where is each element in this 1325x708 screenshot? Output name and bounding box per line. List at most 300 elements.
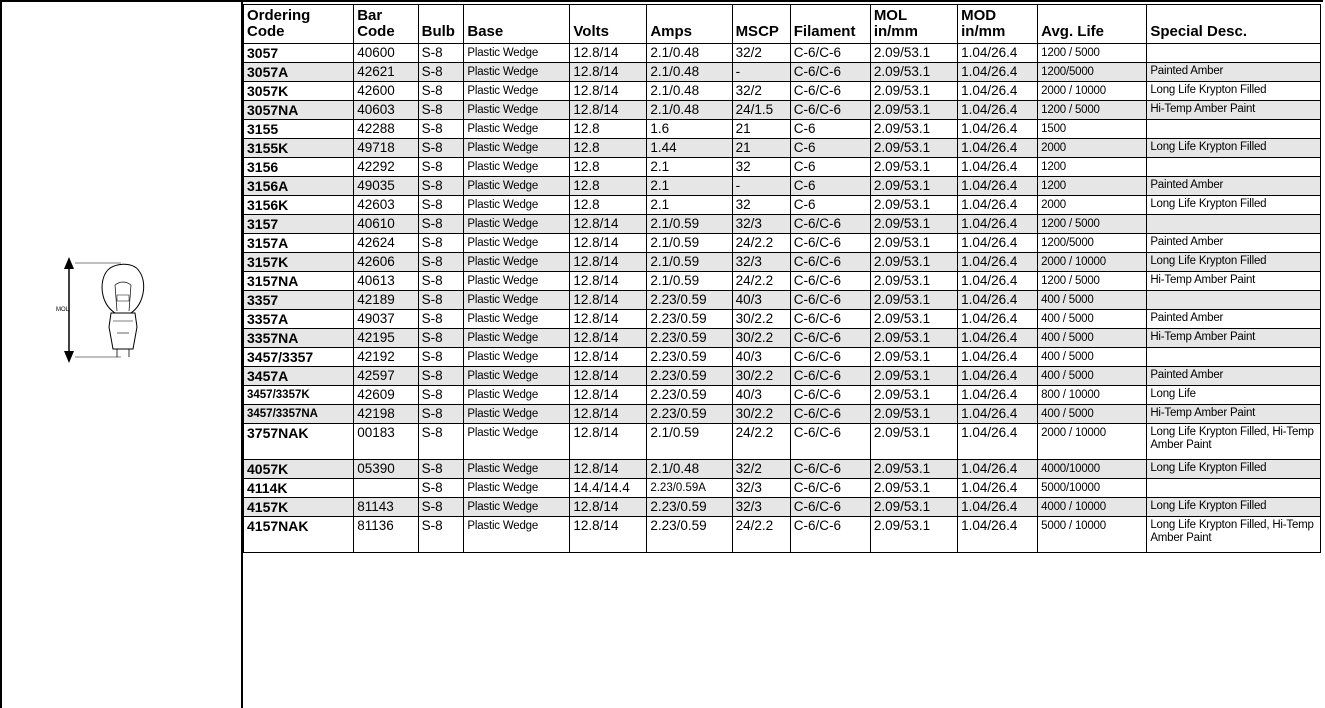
cell-bar-code: 05390 xyxy=(354,460,418,479)
table-row xyxy=(244,196,1321,215)
bulb-spec-table-container xyxy=(243,4,1323,553)
cell-bulb: S-8 xyxy=(418,272,464,291)
cell-special-desc: Painted Amber xyxy=(1147,63,1321,82)
cell-special-desc: Hi-Temp Amber Paint xyxy=(1147,329,1321,348)
cell-special-desc: Painted Amber xyxy=(1147,234,1321,253)
cell-base: Plastic Wedge xyxy=(464,215,570,234)
cell-mol: 2.09/53.1 xyxy=(870,479,957,498)
header-base xyxy=(464,5,570,44)
cell-special-desc: Hi-Temp Amber Paint xyxy=(1147,101,1321,120)
cell-bulb: S-8 xyxy=(418,405,464,424)
header-bulb-line2: Bulb xyxy=(421,23,455,40)
cell-ordering-code: 3157A xyxy=(244,234,354,253)
cell-base: Plastic Wedge xyxy=(464,329,570,348)
cell-avg-life: 1200 xyxy=(1038,177,1147,196)
cell-base: Plastic Wedge xyxy=(464,348,570,367)
table-row xyxy=(244,348,1321,367)
cell-ordering-code: 3357 xyxy=(244,291,354,310)
cell-special-desc xyxy=(1147,158,1321,177)
cell-amps: 2.1 xyxy=(647,196,732,215)
cell-volts: 12.8 xyxy=(570,158,647,177)
cell-bar-code: 49718 xyxy=(354,139,418,158)
cell-mod: 1.04/26.4 xyxy=(958,405,1038,424)
header-volts xyxy=(570,5,647,44)
cell-mscp: 24/2.2 xyxy=(732,424,790,460)
table-row xyxy=(244,386,1321,405)
cell-volts: 12.8/14 xyxy=(570,253,647,272)
cell-ordering-code: 3157 xyxy=(244,215,354,234)
cell-amps: 2.1 xyxy=(647,177,732,196)
cell-ordering-code: 3157K xyxy=(244,253,354,272)
cell-mscp: 30/2.2 xyxy=(732,367,790,386)
header-base-line1 xyxy=(467,8,566,24)
cell-mol: 2.09/53.1 xyxy=(870,44,957,63)
cell-bulb: S-8 xyxy=(418,329,464,348)
cell-mscp: 32/3 xyxy=(732,215,790,234)
cell-mscp: 32/3 xyxy=(732,498,790,517)
cell-ordering-code: 4157K xyxy=(244,498,354,517)
cell-mscp: 24/2.2 xyxy=(732,234,790,253)
cell-bulb: S-8 xyxy=(418,234,464,253)
header-special-desc xyxy=(1147,5,1321,44)
cell-mscp: 32/2 xyxy=(732,82,790,101)
cell-avg-life: 1500 xyxy=(1038,120,1147,139)
cell-special-desc: Painted Amber xyxy=(1147,310,1321,329)
cell-base: Plastic Wedge xyxy=(464,310,570,329)
cell-mod: 1.04/26.4 xyxy=(958,82,1038,101)
cell-volts: 12.8/14 xyxy=(570,63,647,82)
cell-mol: 2.09/53.1 xyxy=(870,234,957,253)
cell-filament: C-6 xyxy=(790,139,870,158)
cell-mscp: 30/2.2 xyxy=(732,405,790,424)
table-row xyxy=(244,424,1321,460)
cell-avg-life: 400 / 5000 xyxy=(1038,329,1147,348)
header-volts-line1 xyxy=(573,8,643,24)
cell-mod: 1.04/26.4 xyxy=(958,253,1038,272)
cell-base: Plastic Wedge xyxy=(464,63,570,82)
cell-amps: 2.23/0.59 xyxy=(647,405,732,424)
cell-mscp: - xyxy=(732,63,790,82)
cell-volts: 12.8 xyxy=(570,120,647,139)
cell-ordering-code: 3157NA xyxy=(244,272,354,291)
cell-filament: C-6/C-6 xyxy=(790,272,870,291)
header-filament-line2: Filament xyxy=(793,23,856,40)
cell-amps: 1.44 xyxy=(647,139,732,158)
cell-avg-life: 400 / 5000 xyxy=(1038,291,1147,310)
cell-mol: 2.09/53.1 xyxy=(870,101,957,120)
cell-volts: 12.8/14 xyxy=(570,367,647,386)
cell-special-desc: Long Life Krypton Filled, Hi-Temp Amber Paint xyxy=(1147,517,1321,553)
cell-ordering-code: 3156K xyxy=(244,196,354,215)
cell-mscp: 40/3 xyxy=(732,291,790,310)
header-bar-code-line2: Code xyxy=(357,23,395,40)
table-row xyxy=(244,44,1321,63)
cell-bulb: S-8 xyxy=(418,367,464,386)
cell-mod: 1.04/26.4 xyxy=(958,177,1038,196)
table-row xyxy=(244,498,1321,517)
cell-bulb: S-8 xyxy=(418,498,464,517)
cell-volts: 12.8/14 xyxy=(570,272,647,291)
cell-volts: 12.8/14 xyxy=(570,386,647,405)
cell-base: Plastic Wedge xyxy=(464,101,570,120)
cell-mscp: 32 xyxy=(732,196,790,215)
cell-filament: C-6/C-6 xyxy=(790,386,870,405)
cell-mol: 2.09/53.1 xyxy=(870,82,957,101)
cell-amps: 2.1/0.59 xyxy=(647,234,732,253)
cell-ordering-code: 3457/3357K xyxy=(244,386,354,405)
cell-base: Plastic Wedge xyxy=(464,367,570,386)
cell-bulb: S-8 xyxy=(418,291,464,310)
cell-volts: 12.8/14 xyxy=(570,234,647,253)
cell-mol: 2.09/53.1 xyxy=(870,310,957,329)
cell-mol: 2.09/53.1 xyxy=(870,405,957,424)
cell-base: Plastic Wedge xyxy=(464,139,570,158)
cell-mscp: 24/2.2 xyxy=(732,517,790,553)
cell-filament: C-6/C-6 xyxy=(790,424,870,460)
cell-bar-code: 42198 xyxy=(354,405,418,424)
cell-mod: 1.04/26.4 xyxy=(958,348,1038,367)
cell-amps: 2.1/0.48 xyxy=(647,460,732,479)
cell-volts: 12.8 xyxy=(570,139,647,158)
cell-filament: C-6/C-6 xyxy=(790,460,870,479)
cell-ordering-code: 3357NA xyxy=(244,329,354,348)
cell-mol: 2.09/53.1 xyxy=(870,272,957,291)
cell-avg-life: 2000 / 10000 xyxy=(1038,82,1147,101)
header-avg-life-line2: Avg. Life xyxy=(1041,23,1104,40)
table-row xyxy=(244,460,1321,479)
cell-special-desc xyxy=(1147,291,1321,310)
cell-mol: 2.09/53.1 xyxy=(870,196,957,215)
cell-amps: 2.1/0.59 xyxy=(647,424,732,460)
cell-avg-life: 2000 xyxy=(1038,139,1147,158)
cell-mol: 2.09/53.1 xyxy=(870,460,957,479)
cell-bar-code: 42621 xyxy=(354,63,418,82)
cell-special-desc xyxy=(1147,120,1321,139)
cell-avg-life: 1200 xyxy=(1038,158,1147,177)
cell-amps: 2.1/0.59 xyxy=(647,215,732,234)
cell-ordering-code: 3057A xyxy=(244,63,354,82)
cell-base: Plastic Wedge xyxy=(464,120,570,139)
cell-volts: 12.8/14 xyxy=(570,348,647,367)
cell-mscp: 24/2.2 xyxy=(732,272,790,291)
cell-mscp: 32/3 xyxy=(732,479,790,498)
cell-bar-code: 81136 xyxy=(354,517,418,553)
cell-avg-life: 1200 / 5000 xyxy=(1038,44,1147,63)
cell-bar-code: 40613 xyxy=(354,272,418,291)
cell-filament: C-6/C-6 xyxy=(790,329,870,348)
header-volts-line2: Volts xyxy=(573,23,609,40)
cell-special-desc: Painted Amber xyxy=(1147,177,1321,196)
header-mol xyxy=(870,5,957,44)
cell-base: Plastic Wedge xyxy=(464,44,570,63)
cell-volts: 12.8 xyxy=(570,196,647,215)
cell-volts: 12.8/14 xyxy=(570,424,647,460)
table-row xyxy=(244,82,1321,101)
table-row xyxy=(244,120,1321,139)
cell-amps: 2.1/0.48 xyxy=(647,44,732,63)
table-row xyxy=(244,234,1321,253)
cell-ordering-code: 4157NAK xyxy=(244,517,354,553)
cell-mol: 2.09/53.1 xyxy=(870,367,957,386)
cell-filament: C-6/C-6 xyxy=(790,44,870,63)
cell-special-desc: Long Life Krypton Filled xyxy=(1147,253,1321,272)
cell-amps: 2.23/0.59 xyxy=(647,310,732,329)
cell-filament: C-6/C-6 xyxy=(790,348,870,367)
header-amps xyxy=(647,5,732,44)
table-row xyxy=(244,367,1321,386)
cell-volts: 14.4/14.4 xyxy=(570,479,647,498)
table-row xyxy=(244,158,1321,177)
cell-bar-code: 42189 xyxy=(354,291,418,310)
cell-bar-code: 49035 xyxy=(354,177,418,196)
cell-special-desc: Long Life Krypton Filled, Hi-Temp Amber Paint xyxy=(1147,424,1321,460)
cell-amps: 2.1/0.48 xyxy=(647,63,732,82)
cell-bulb: S-8 xyxy=(418,158,464,177)
cell-amps: 2.23/0.59 xyxy=(647,291,732,310)
cell-special-desc xyxy=(1147,348,1321,367)
cell-mscp: 32/2 xyxy=(732,460,790,479)
cell-bar-code: 49037 xyxy=(354,310,418,329)
cell-base: Plastic Wedge xyxy=(464,82,570,101)
cell-mscp: 40/3 xyxy=(732,348,790,367)
cell-volts: 12.8/14 xyxy=(570,329,647,348)
cell-bar-code: 42288 xyxy=(354,120,418,139)
cell-special-desc xyxy=(1147,44,1321,63)
cell-mol: 2.09/53.1 xyxy=(870,424,957,460)
header-bar-code xyxy=(354,5,418,44)
header-bulb-line1 xyxy=(422,8,461,24)
cell-bar-code: 42597 xyxy=(354,367,418,386)
cell-base: Plastic Wedge xyxy=(464,234,570,253)
cell-mod: 1.04/26.4 xyxy=(958,139,1038,158)
cell-special-desc xyxy=(1147,479,1321,498)
cell-mol: 2.09/53.1 xyxy=(870,329,957,348)
cell-volts: 12.8/14 xyxy=(570,498,647,517)
cell-mod: 1.04/26.4 xyxy=(958,460,1038,479)
cell-bulb: S-8 xyxy=(418,120,464,139)
cell-amps: 2.1/0.59 xyxy=(647,253,732,272)
cell-bulb: S-8 xyxy=(418,386,464,405)
cell-ordering-code: 3457A xyxy=(244,367,354,386)
cell-ordering-code: 3457/3357 xyxy=(244,348,354,367)
cell-mscp: - xyxy=(732,177,790,196)
cell-mod: 1.04/26.4 xyxy=(958,291,1038,310)
cell-bulb: S-8 xyxy=(418,139,464,158)
cell-avg-life: 400 / 5000 xyxy=(1038,405,1147,424)
cell-bulb: S-8 xyxy=(418,310,464,329)
cell-mod: 1.04/26.4 xyxy=(958,215,1038,234)
cell-bar-code: 42600 xyxy=(354,82,418,101)
header-mscp-line2: MSCP xyxy=(735,23,779,40)
header-ordering-code-line2: Code xyxy=(247,23,285,40)
cell-ordering-code: 3757NAK xyxy=(244,424,354,460)
cell-mscp: 21 xyxy=(732,139,790,158)
cell-mol: 2.09/53.1 xyxy=(870,386,957,405)
cell-volts: 12.8/14 xyxy=(570,517,647,553)
cell-avg-life: 5000/10000 xyxy=(1038,479,1147,498)
cell-special-desc: Hi-Temp Amber Paint xyxy=(1147,272,1321,291)
cell-bulb: S-8 xyxy=(418,101,464,120)
cell-bar-code xyxy=(354,479,418,498)
cell-mol: 2.09/53.1 xyxy=(870,498,957,517)
cell-avg-life: 1200 / 5000 xyxy=(1038,272,1147,291)
cell-mol: 2.09/53.1 xyxy=(870,158,957,177)
cell-mod: 1.04/26.4 xyxy=(958,479,1038,498)
cell-bulb: S-8 xyxy=(418,63,464,82)
cell-bar-code: 42606 xyxy=(354,253,418,272)
cell-mod: 1.04/26.4 xyxy=(958,101,1038,120)
cell-base: Plastic Wedge xyxy=(464,460,570,479)
cell-amps: 2.23/0.59 xyxy=(647,517,732,553)
cell-bar-code: 42624 xyxy=(354,234,418,253)
cell-base: Plastic Wedge xyxy=(464,405,570,424)
header-special-desc-line2: Special Desc. xyxy=(1150,23,1248,40)
cell-amps: 2.23/0.59A xyxy=(647,479,732,498)
cell-amps: 2.1 xyxy=(647,158,732,177)
cell-bulb: S-8 xyxy=(418,460,464,479)
cell-special-desc: Long Life Krypton Filled xyxy=(1147,139,1321,158)
cell-special-desc: Long Life Krypton Filled xyxy=(1147,498,1321,517)
cell-filament: C-6 xyxy=(790,158,870,177)
cell-volts: 12.8 xyxy=(570,177,647,196)
table-row xyxy=(244,329,1321,348)
cell-mod: 1.04/26.4 xyxy=(958,63,1038,82)
cell-special-desc: Long Life Krypton Filled xyxy=(1147,196,1321,215)
cell-amps: 2.1/0.48 xyxy=(647,101,732,120)
table-row xyxy=(244,253,1321,272)
cell-mod: 1.04/26.4 xyxy=(958,272,1038,291)
cell-ordering-code: 3156 xyxy=(244,158,354,177)
header-base-line2: Base xyxy=(467,23,504,40)
cell-filament: C-6/C-6 xyxy=(790,82,870,101)
cell-mod: 1.04/26.4 xyxy=(958,424,1038,460)
table-row xyxy=(244,291,1321,310)
cell-filament: C-6/C-6 xyxy=(790,405,870,424)
cell-avg-life: 2000 / 10000 xyxy=(1038,253,1147,272)
cell-mol: 2.09/53.1 xyxy=(870,63,957,82)
cell-volts: 12.8/14 xyxy=(570,291,647,310)
cell-filament: C-6/C-6 xyxy=(790,63,870,82)
cell-ordering-code: 3057NA xyxy=(244,101,354,120)
cell-mscp: 30/2.2 xyxy=(732,329,790,348)
header-mol-line2: in/mm xyxy=(873,23,918,40)
cell-filament: C-6 xyxy=(790,196,870,215)
cell-filament: C-6/C-6 xyxy=(790,101,870,120)
cell-mol: 2.09/53.1 xyxy=(870,291,957,310)
cell-base: Plastic Wedge xyxy=(464,291,570,310)
header-filament xyxy=(790,5,870,44)
cell-amps: 2.23/0.59 xyxy=(647,348,732,367)
cell-mscp: 32 xyxy=(732,158,790,177)
cell-bar-code: 40610 xyxy=(354,215,418,234)
cell-mod: 1.04/26.4 xyxy=(958,158,1038,177)
cell-base: Plastic Wedge xyxy=(464,386,570,405)
cell-ordering-code: 4114K xyxy=(244,479,354,498)
cell-special-desc: Painted Amber xyxy=(1147,367,1321,386)
cell-bar-code: 00183 xyxy=(354,424,418,460)
cell-mscp: 32/3 xyxy=(732,253,790,272)
cell-filament: C-6/C-6 xyxy=(790,215,870,234)
cell-base: Plastic Wedge xyxy=(464,253,570,272)
cell-avg-life: 2000 / 10000 xyxy=(1038,424,1147,460)
cell-mod: 1.04/26.4 xyxy=(958,44,1038,63)
cell-special-desc xyxy=(1147,215,1321,234)
cell-mol: 2.09/53.1 xyxy=(870,177,957,196)
header-amps-line1 xyxy=(650,8,728,24)
cell-bar-code: 42195 xyxy=(354,329,418,348)
cell-bar-code: 42609 xyxy=(354,386,418,405)
cell-special-desc: Long Life Krypton Filled xyxy=(1147,460,1321,479)
cell-filament: C-6/C-6 xyxy=(790,498,870,517)
cell-mod: 1.04/26.4 xyxy=(958,517,1038,553)
table-row xyxy=(244,310,1321,329)
cell-avg-life: 2000 xyxy=(1038,196,1147,215)
cell-avg-life: 400 / 5000 xyxy=(1038,348,1147,367)
cell-bulb: S-8 xyxy=(418,44,464,63)
cell-ordering-code: 3156A xyxy=(244,177,354,196)
cell-bar-code: 42192 xyxy=(354,348,418,367)
header-mscp xyxy=(732,5,790,44)
cell-bulb: S-8 xyxy=(418,196,464,215)
cell-ordering-code: 3357A xyxy=(244,310,354,329)
cell-base: Plastic Wedge xyxy=(464,479,570,498)
header-mscp-line1 xyxy=(736,8,787,24)
table-row xyxy=(244,101,1321,120)
cell-base: Plastic Wedge xyxy=(464,424,570,460)
header-filament-line1 xyxy=(794,8,867,24)
cell-avg-life: 4000/10000 xyxy=(1038,460,1147,479)
cell-avg-life: 4000 / 10000 xyxy=(1038,498,1147,517)
cell-volts: 12.8/14 xyxy=(570,405,647,424)
cell-volts: 12.8/14 xyxy=(570,82,647,101)
cell-mol: 2.09/53.1 xyxy=(870,120,957,139)
cell-filament: C-6/C-6 xyxy=(790,291,870,310)
cell-bulb: S-8 xyxy=(418,253,464,272)
cell-bar-code: 42292 xyxy=(354,158,418,177)
cell-volts: 12.8/14 xyxy=(570,460,647,479)
cell-base: Plastic Wedge xyxy=(464,158,570,177)
bulb-diagram xyxy=(55,253,185,363)
cell-filament: C-6/C-6 xyxy=(790,479,870,498)
table-row xyxy=(244,215,1321,234)
cell-avg-life: 400 / 5000 xyxy=(1038,310,1147,329)
cell-ordering-code: 3057K xyxy=(244,82,354,101)
cell-mscp: 21 xyxy=(732,120,790,139)
cell-ordering-code: 3457/3357NA xyxy=(244,405,354,424)
table-row xyxy=(244,272,1321,291)
header-special-desc-line1 xyxy=(1150,8,1317,24)
cell-mol: 2.09/53.1 xyxy=(870,253,957,272)
cell-bulb: S-8 xyxy=(418,424,464,460)
cell-avg-life: 1200 / 5000 xyxy=(1038,215,1147,234)
cell-volts: 12.8/14 xyxy=(570,101,647,120)
cell-filament: C-6/C-6 xyxy=(790,253,870,272)
cell-filament: C-6 xyxy=(790,120,870,139)
mol-label: MOL xyxy=(56,307,70,313)
cell-mod: 1.04/26.4 xyxy=(958,386,1038,405)
cell-avg-life: 5000 / 10000 xyxy=(1038,517,1147,553)
header-mod-line1: MOD xyxy=(961,7,997,24)
cell-ordering-code: 3155K xyxy=(244,139,354,158)
cell-amps: 2.23/0.59 xyxy=(647,386,732,405)
header-ordering-code xyxy=(244,5,354,44)
cell-volts: 12.8/14 xyxy=(570,215,647,234)
cell-mscp: 30/2.2 xyxy=(732,310,790,329)
cell-bar-code: 40603 xyxy=(354,101,418,120)
cell-mol: 2.09/53.1 xyxy=(870,139,957,158)
header-mol-line1: MOL xyxy=(873,7,908,24)
cell-special-desc: Hi-Temp Amber Paint xyxy=(1147,405,1321,424)
